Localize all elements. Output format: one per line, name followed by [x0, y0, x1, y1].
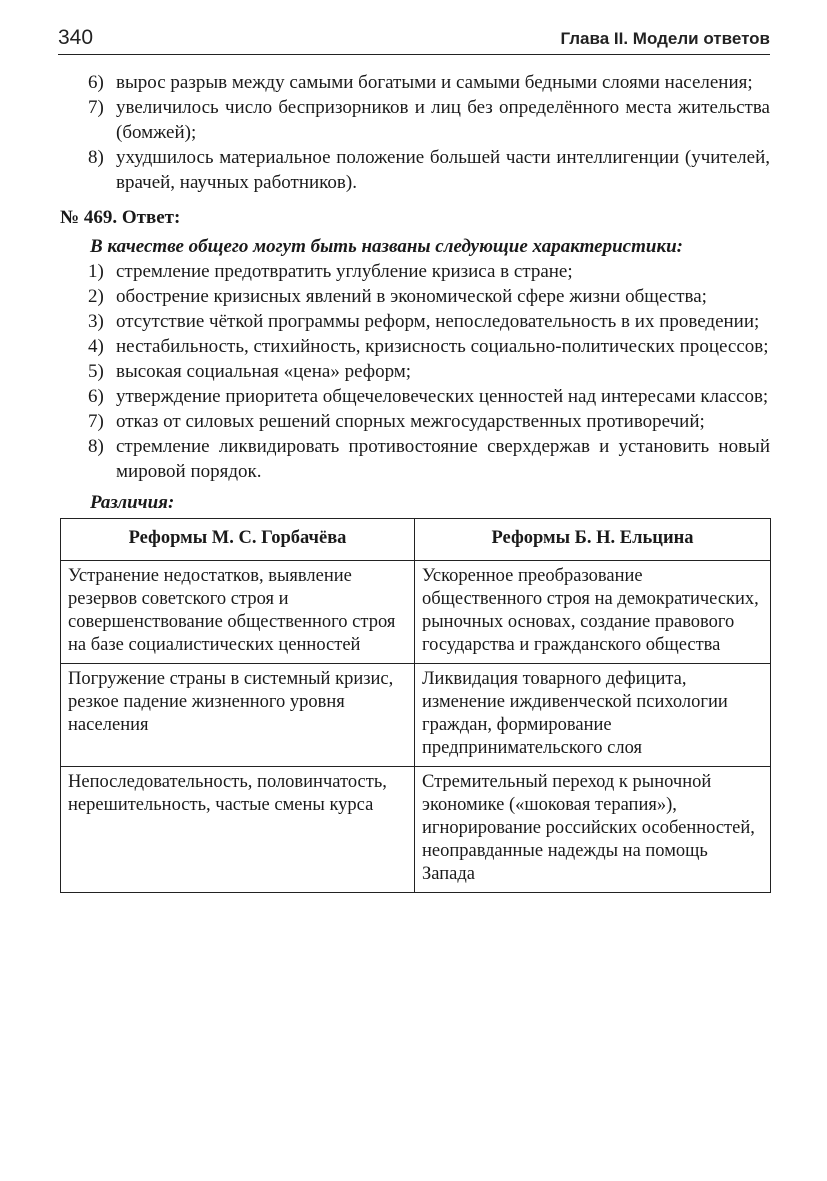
list-item-number: 7)	[88, 97, 104, 118]
table-row	[61, 561, 771, 664]
list-item	[60, 409, 770, 434]
list-item-number: 4)	[88, 336, 104, 357]
list-item-text: высокая социальная «цена» реформ;	[116, 361, 412, 382]
list-item-number: 1)	[88, 261, 104, 282]
list-item-text: ухудшилось материальное положение большей части интеллигенции (учителей, врачей, научных работников).	[116, 147, 770, 193]
list-item-text: обострение кризисных явлений в экономической сфере жизни общества;	[116, 286, 707, 307]
table-cell: Стремительный переход к рыночной экономике («шоковая терапия»), игнорирование российских особенностей, неоправданные надежды на помощь Запада	[415, 767, 771, 893]
list-item-text: стремление предотвратить углубление кризиса в стране;	[116, 261, 573, 282]
table-row	[61, 664, 771, 767]
list-item-text: отсутствие чёткой программы реформ, непоследовательность в их проведении;	[116, 311, 760, 332]
list-item-number: 2)	[88, 286, 104, 307]
list-item	[60, 95, 770, 145]
page-number: 340	[58, 26, 94, 49]
list-item-number: 6)	[88, 386, 104, 407]
list-item-number: 3)	[88, 311, 104, 332]
list-item-text: стремление ликвидировать противостояние сверхдержав и установить новый мировой порядок.	[116, 436, 770, 482]
list-item	[60, 259, 770, 284]
list-item-number: 8)	[88, 436, 104, 457]
table-cell: Погружение страны в системный кризис, резкое падение жизненного уровня населения	[61, 664, 415, 767]
list-item	[60, 359, 770, 384]
list-item	[60, 284, 770, 309]
list-item	[60, 434, 770, 484]
reforms-comparison-table	[60, 518, 771, 893]
page-header	[58, 24, 770, 55]
list-item	[60, 70, 770, 95]
page-content	[60, 70, 770, 893]
table-cell: Непоследовательность, половинчатость, нерешительность, частые смены курса	[61, 767, 415, 893]
list-item-text: увеличилось число беспризорников и лиц без определённого места жительства (бомжей);	[116, 97, 770, 143]
previous-answer-list	[60, 70, 770, 195]
list-item-text: нестабильность, стихийность, кризисность социально-политических процессов;	[116, 336, 769, 357]
list-item-text: вырос разрыв между самыми богатыми и самыми бедными слоями населения;	[116, 72, 753, 93]
list-item-text: отказ от силовых решений спорных межгосударственных противоречий;	[116, 411, 705, 432]
task-title: № 469. Ответ:	[60, 207, 181, 228]
common-features-list	[60, 259, 770, 484]
table-cell: Ускоренное преобразование общественного строя на демократических, рыночных основах, создание правового государства и гражданского общества	[415, 561, 771, 664]
table-cell: Устранение недостатков, выявление резервов советского строя и совершенствование общественного строя на базе социалистических ценностей	[61, 561, 415, 664]
list-item-number: 6)	[88, 72, 104, 93]
table-header-row	[61, 519, 771, 561]
list-item	[60, 145, 770, 195]
table-cell: Ликвидация товарного дефицита, изменение иждивенческой психологии граждан, формирование предпринимательского слоя	[415, 664, 771, 767]
column-header-yeltsin: Реформы Б. Н. Ельцина	[415, 519, 771, 561]
common-features-intro: В качестве общего могут быть названы следующие характеристики:	[90, 236, 683, 257]
list-item-text: утверждение приоритета общечеловеческих ценностей над интересами классов;	[116, 386, 769, 407]
column-header-gorbachev: Реформы М. С. Горбачёва	[61, 519, 415, 561]
list-item-number: 5)	[88, 361, 104, 382]
list-item-number: 8)	[88, 147, 104, 168]
list-item	[60, 384, 770, 409]
list-item	[60, 334, 770, 359]
differences-title: Различия:	[90, 492, 175, 513]
table-row	[61, 767, 771, 893]
list-item-number: 7)	[88, 411, 104, 432]
list-item	[60, 309, 770, 334]
chapter-title: Глава II. Модели ответов	[560, 29, 770, 48]
